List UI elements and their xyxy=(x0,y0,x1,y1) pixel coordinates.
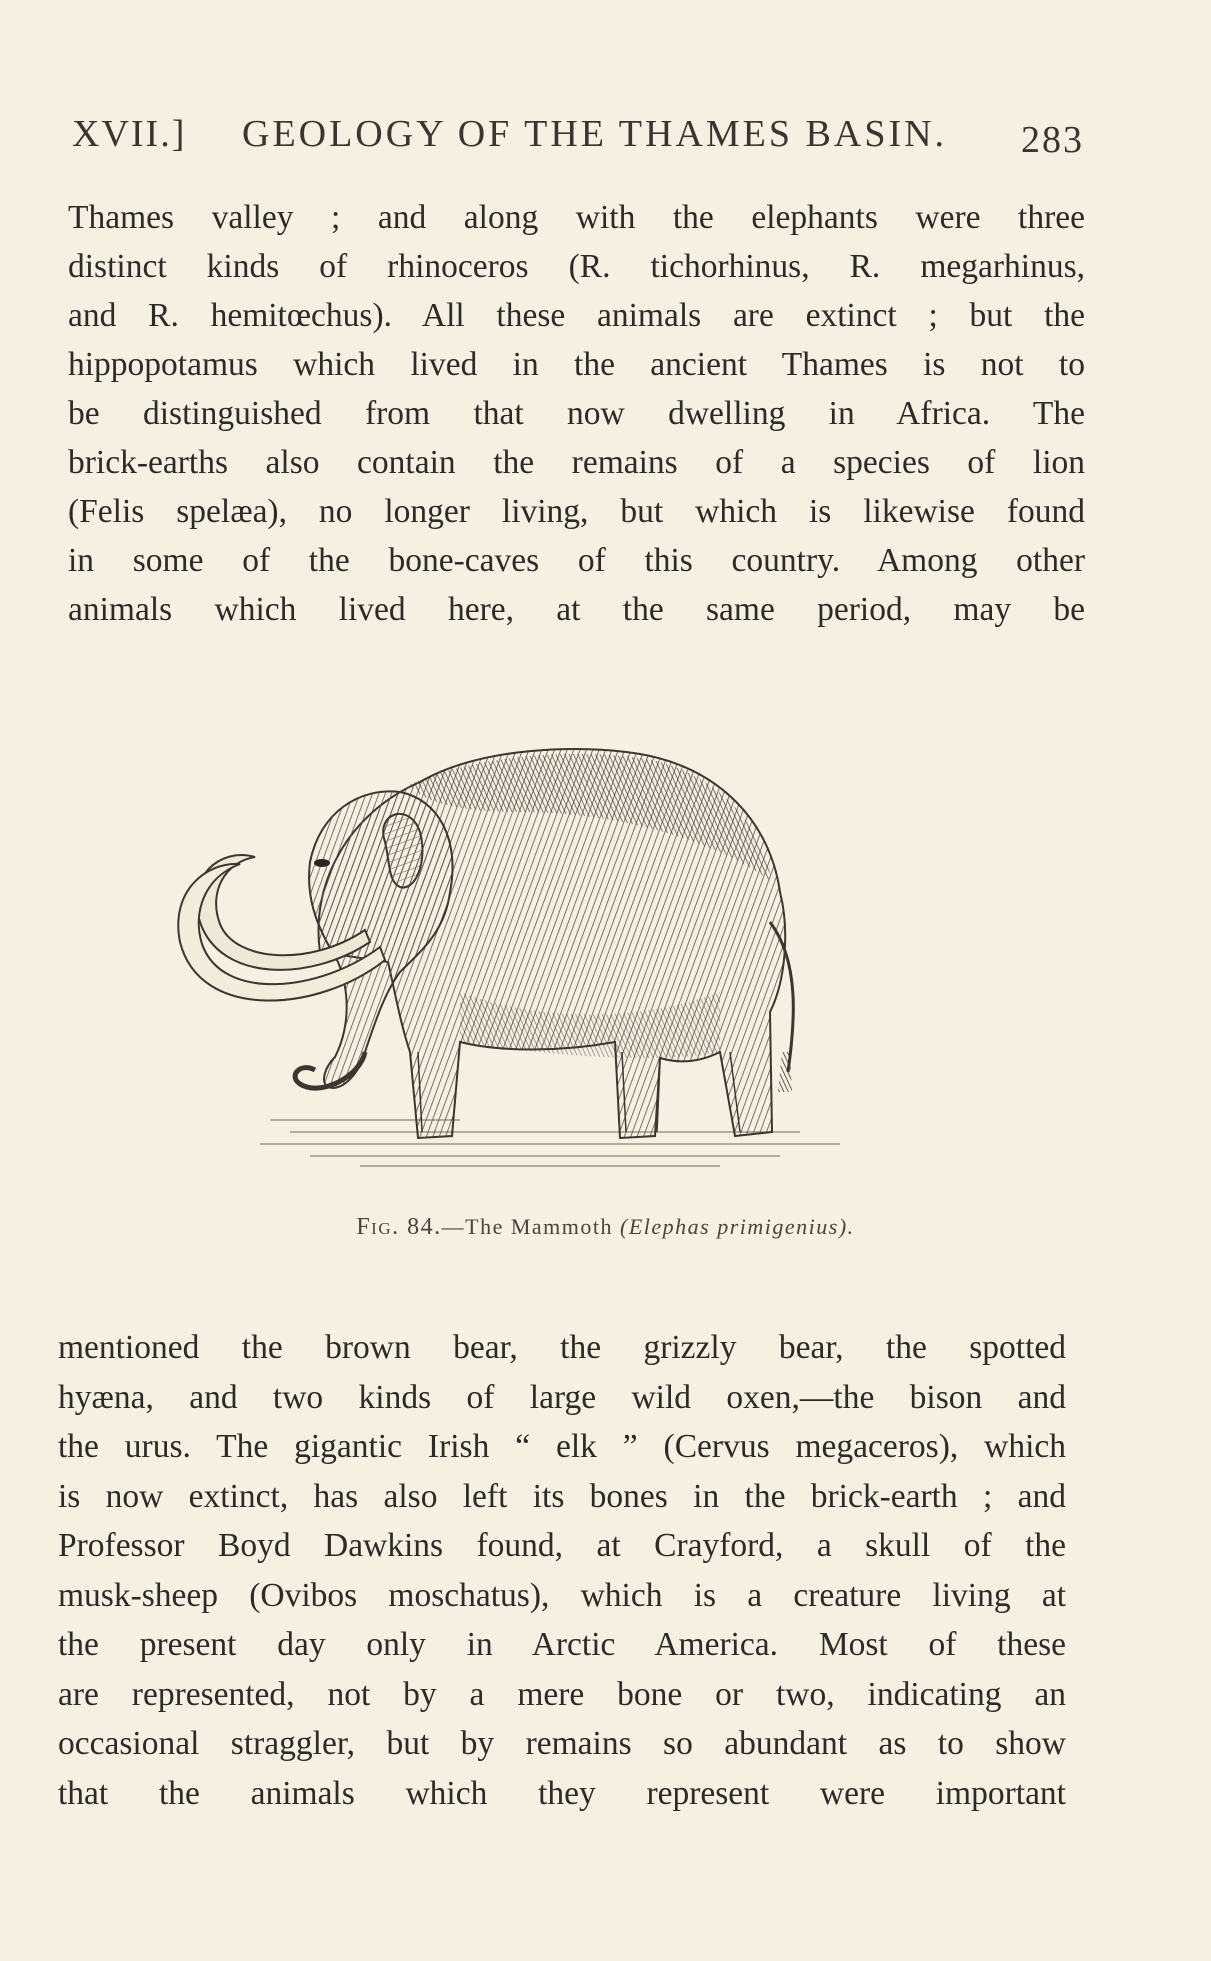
text-line: mentioned the brown bear, the grizzly bear, the spotted xyxy=(58,1329,1066,1366)
text-line: (Felis spelæa), no longer living, but which is likewise found xyxy=(68,493,1085,530)
text-line: the urus. The gigantic Irish “ elk ” (Cervus megaceros), which xyxy=(58,1428,1066,1465)
caption-latin-name: (Elephas primigenius). xyxy=(620,1214,855,1239)
text-line: in some of the bone-caves of this country. Among other xyxy=(68,542,1085,579)
text-line: animals which lived here, at the same period, may be xyxy=(68,591,1085,628)
text-line: that the animals which they represent were important xyxy=(58,1774,1066,1812)
text-line: brick-earths also contain the remains of a species of lion xyxy=(68,444,1085,481)
text-line: Thames valley ; and along with the elephants were three xyxy=(68,199,1085,236)
text-line: occasional straggler, but by remains so abundant as to show xyxy=(58,1725,1066,1762)
text-line: is now extinct, has also left its bones in the brick-earth ; and xyxy=(58,1477,1066,1515)
text-line: the present day only in Arctic America. Most of these xyxy=(58,1626,1066,1663)
page-number: 283 xyxy=(1021,119,1084,161)
text-line: are represented, not by a mere bone or two, indicating an xyxy=(58,1675,1066,1713)
figure-caption xyxy=(0,1214,1211,1241)
chapter-marker: XVII.] xyxy=(72,113,187,155)
body-paragraph-bottom xyxy=(58,1323,1066,1818)
text-line: musk-sheep (Ovibos moschatus), which is a creature living at xyxy=(58,1576,1066,1614)
mammoth-figure xyxy=(160,692,950,1212)
mammoth-illustration xyxy=(160,692,950,1212)
text-line: and R. hemitœchus). All these animals are extinct ; but the xyxy=(68,297,1085,334)
running-header xyxy=(72,112,1084,162)
mammoth-eye xyxy=(314,859,330,867)
text-line: be distinguished from that now dwelling in Africa. The xyxy=(68,395,1085,432)
text-line: distinct kinds of rhinoceros (R. tichorhinus, R. megarhinus, xyxy=(68,248,1085,285)
text-line: hyæna, and two kinds of large wild oxen,—the bison and xyxy=(58,1378,1066,1416)
text-line: hippopotamus which lived in the ancient Thames is not to xyxy=(68,346,1085,383)
running-title: GEOLOGY OF THE THAMES BASIN. xyxy=(242,113,948,155)
figure-label: Fig. 84. xyxy=(356,1214,442,1240)
text-line: Professor Boyd Dawkins found, at Crayford, a skull of the xyxy=(58,1527,1066,1564)
caption-text: —The Mammoth xyxy=(441,1214,613,1239)
body-paragraph-top xyxy=(68,193,1085,634)
